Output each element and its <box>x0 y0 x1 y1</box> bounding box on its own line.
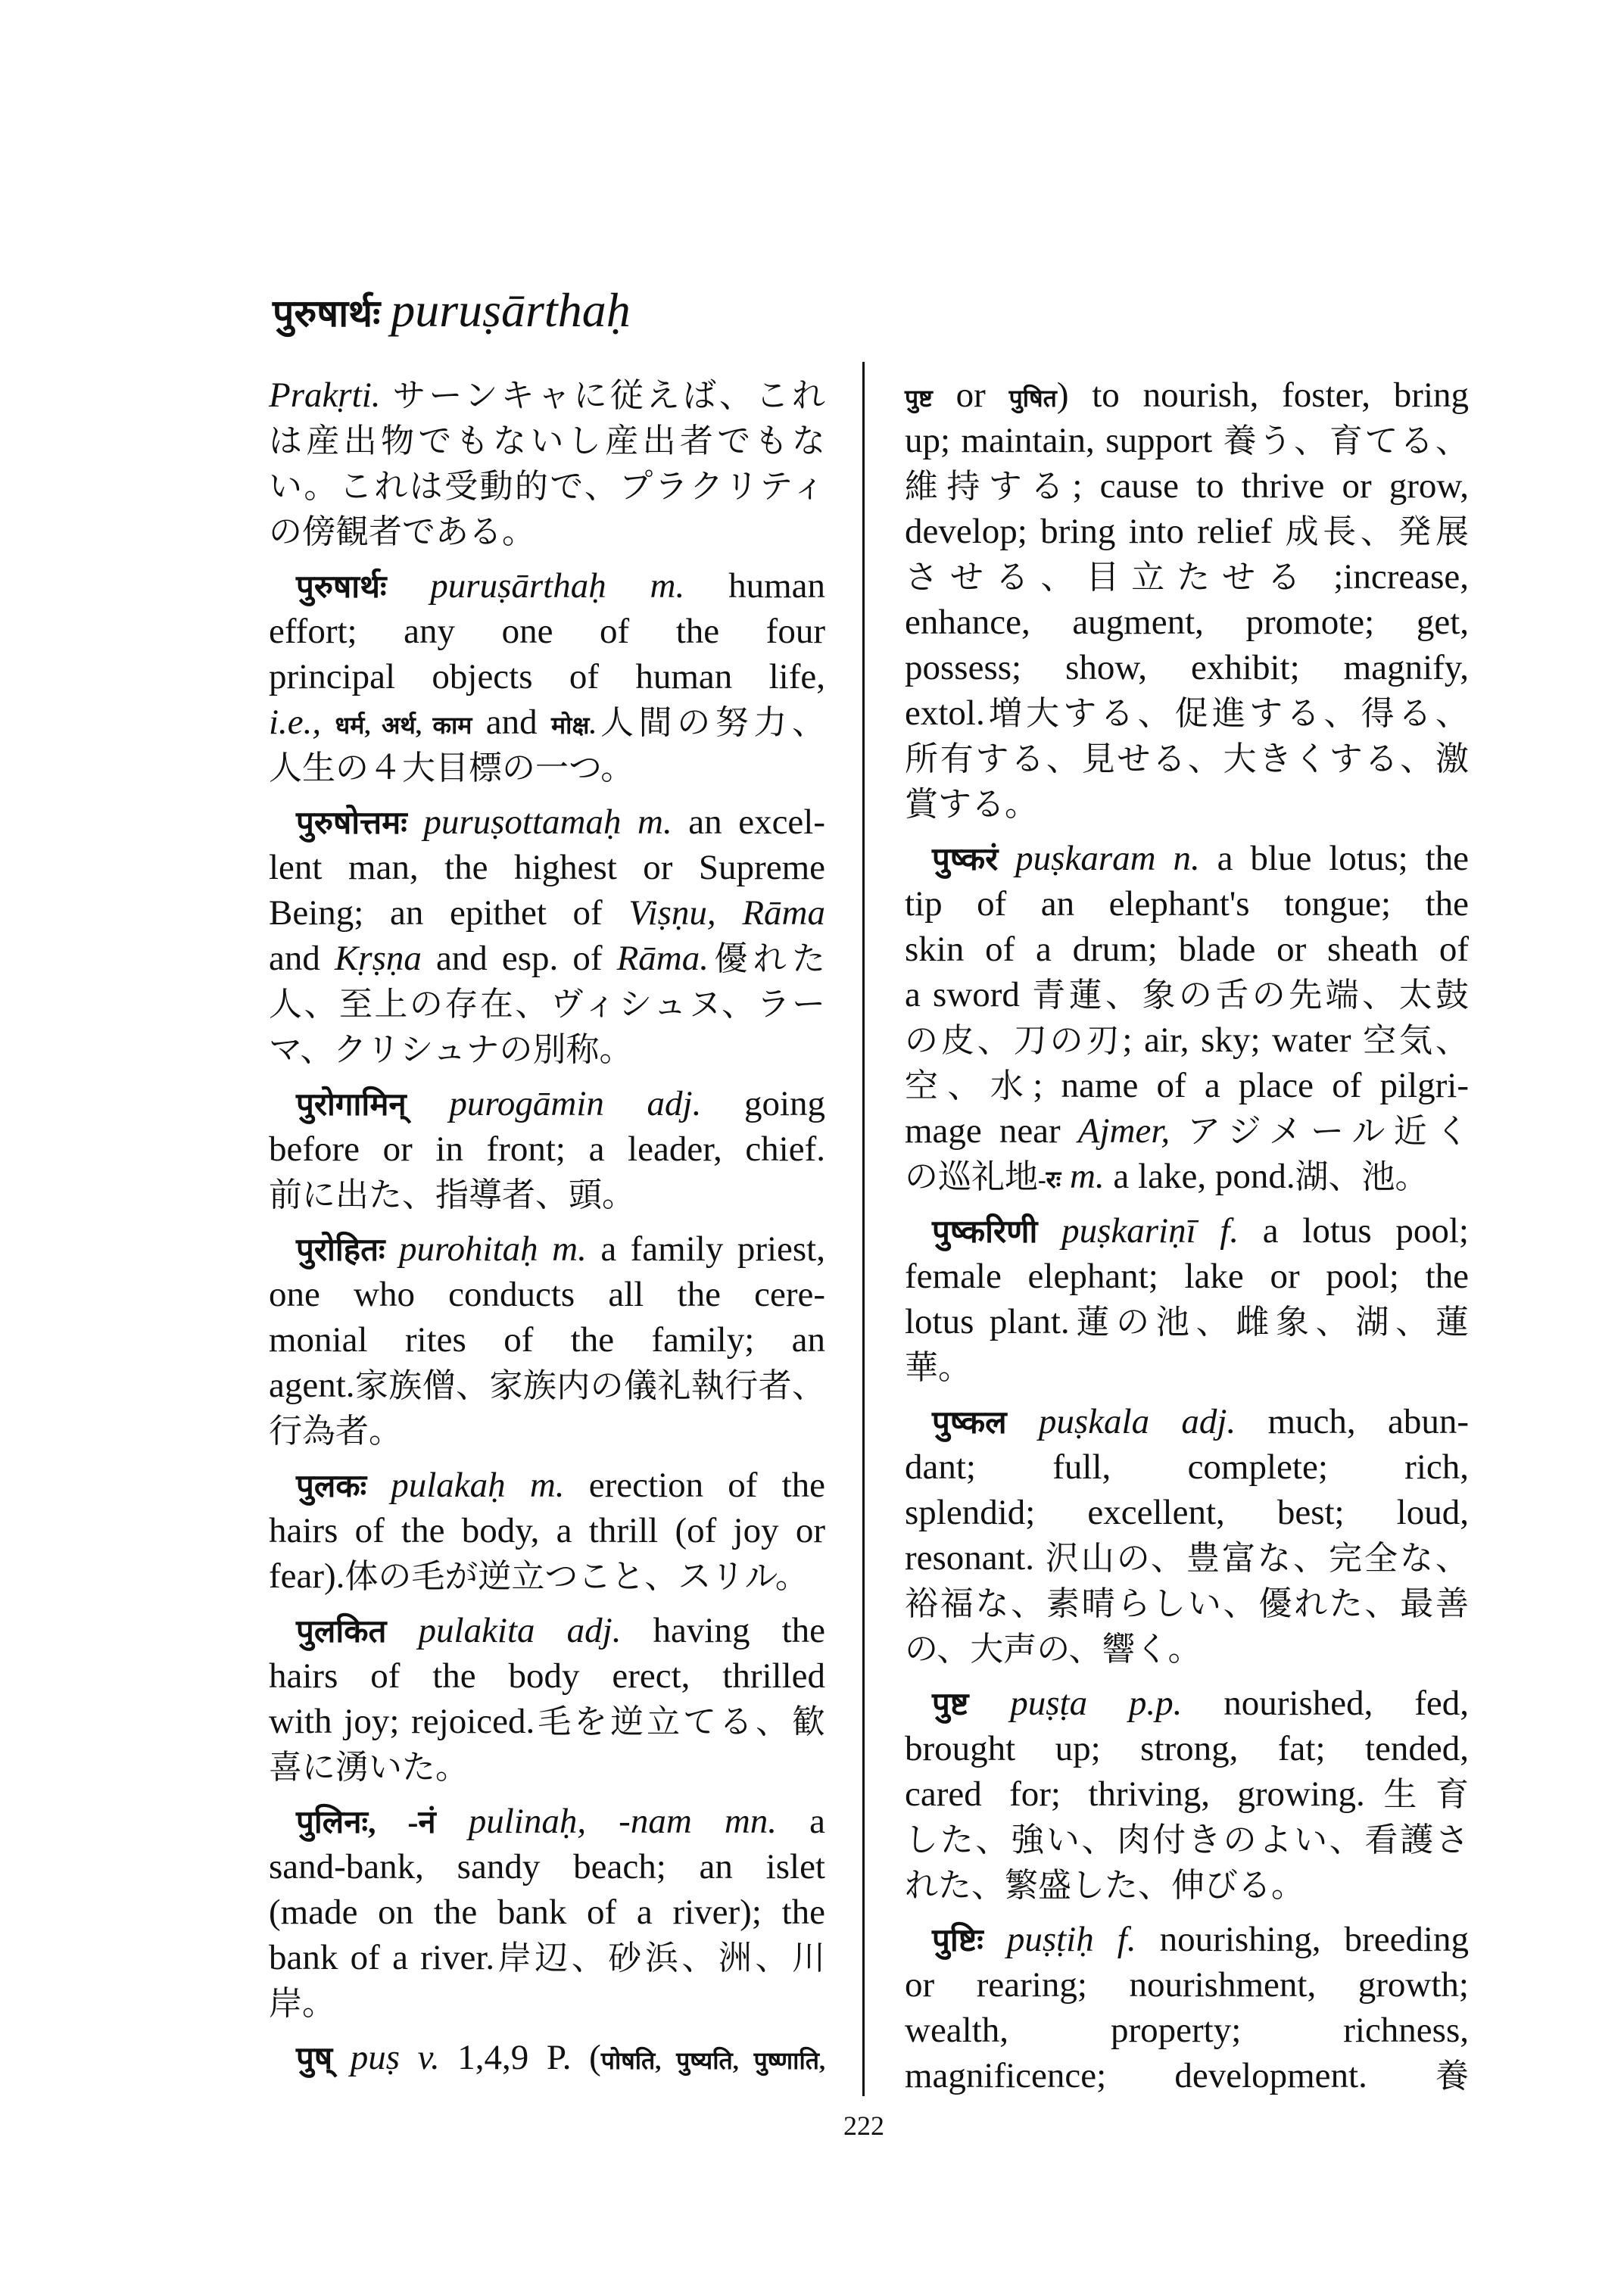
text-line <box>269 1408 825 1453</box>
dictionary-entry <box>905 1399 1469 1671</box>
japanese-gloss: アジメール近く <box>1187 1113 1470 1150</box>
text-line <box>905 1108 1469 1154</box>
text-line <box>269 1463 825 1508</box>
english-text: lotus plant. <box>905 1302 1070 1341</box>
text-line <box>905 463 1469 509</box>
text-line <box>905 927 1469 972</box>
text-line <box>905 1490 1469 1535</box>
english-text: and <box>269 939 335 978</box>
dictionary-entry <box>905 1208 1469 1390</box>
italic-text: pulakaḥ m. <box>366 1466 565 1505</box>
dictionary-entry <box>905 1917 1469 2098</box>
text-line <box>905 372 1469 418</box>
devanagari-text: पुषित <box>1008 385 1057 412</box>
dictionary-entry <box>269 799 825 1072</box>
english-text: ) to nourish, foster, bring <box>1056 375 1469 415</box>
header-headword: पुरुषार्थः <box>273 292 381 335</box>
english-text: having the <box>621 1611 825 1650</box>
headword: पुरोगामिन् <box>296 1088 407 1123</box>
dictionary-entry <box>269 563 825 790</box>
dictionary-entry <box>905 1681 1469 1908</box>
english-text: mage near <box>905 1111 1078 1151</box>
english-text: or rearing; nourishment, growth; <box>905 1965 1469 2005</box>
right-column <box>905 372 1469 2098</box>
text-line <box>905 1862 1469 1908</box>
text-line <box>905 645 1469 690</box>
text-line <box>905 1254 1469 1299</box>
english-text: extol. <box>905 693 985 733</box>
english-text: a blue lotus; the <box>1199 839 1469 878</box>
text-line <box>269 1553 825 1599</box>
japanese-gloss: 沢山の、豊富な、完全な、 <box>1045 1540 1469 1577</box>
english-text: hairs of the body erect, thrilled <box>269 1656 825 1696</box>
japanese-gloss: 岸辺、砂浜、洲、川 <box>494 1939 825 1977</box>
italic-text: Ajmer, <box>1077 1111 1188 1151</box>
text-line <box>269 1317 825 1363</box>
english-text: up; maintain, support <box>905 421 1223 460</box>
column-divider <box>862 362 865 2096</box>
text-line <box>905 972 1469 1017</box>
english-text: nourished, fed, <box>1182 1684 1469 1723</box>
text-line <box>269 1699 825 1744</box>
english-text: ; cause to thrive or grow, <box>1072 466 1470 506</box>
italic-text: purogāmin adj. <box>406 1084 702 1123</box>
headword: पुलकः <box>296 1469 367 1504</box>
text-line <box>905 1017 1469 1063</box>
text-line <box>905 1962 1469 2008</box>
italic-text: i.e., <box>269 703 335 742</box>
text-line <box>269 1226 825 1272</box>
english-text: human <box>684 566 826 606</box>
dictionary-entry <box>269 1463 825 1599</box>
text-line <box>269 1172 825 1217</box>
headword: पुष्कल <box>932 1406 1007 1441</box>
english-text: possess; show, exhibit; magnify, <box>905 648 1469 687</box>
english-text: or <box>932 375 1009 415</box>
text-line <box>269 845 825 890</box>
text-line <box>269 1272 825 1317</box>
text-line <box>905 690 1469 736</box>
english-text: fear). <box>269 1556 345 1596</box>
text-line <box>269 654 825 699</box>
text-line <box>269 1799 825 1844</box>
text-line <box>269 1890 825 1935</box>
page-header <box>273 279 631 342</box>
japanese-gloss: 湖、池。 <box>1295 1158 1429 1195</box>
text-line <box>905 1399 1469 1444</box>
english-text: with joy; rejoiced. <box>269 1702 535 1741</box>
text-line <box>905 2053 1469 2098</box>
text-line <box>269 1935 825 1980</box>
japanese-gloss: い。これは受動的で、プラクリティ <box>269 468 825 505</box>
japanese-gloss: の巡礼地 <box>905 1158 1038 1195</box>
english-text: wealth, property; richness, <box>905 2011 1469 2050</box>
japanese-gloss: させる、目立たせる <box>905 559 1313 596</box>
english-text: sand-bank, sandy beach; an islet <box>269 1847 825 1886</box>
text-line <box>269 1126 825 1172</box>
text-line <box>269 1508 825 1553</box>
italic-text: pulinaḥ, -nam mn. <box>435 1802 778 1841</box>
devanagari-text: -रः <box>1038 1166 1061 1193</box>
japanese-gloss: 人、至上の存在、ヴィシュヌ、ラー <box>269 986 825 1023</box>
english-text: a lotus pool; <box>1239 1211 1469 1251</box>
dictionary-entry <box>905 372 1469 827</box>
japanese-gloss: 人間の努力、 <box>595 704 826 741</box>
italic-text: Prakṛti. <box>269 375 393 415</box>
english-text: erection of the <box>564 1466 825 1505</box>
headword: पुरुषोत्तमः <box>296 806 407 841</box>
english-text: hairs of the body, a thrill (of joy or <box>269 1511 825 1550</box>
japanese-gloss: サーンキャに従えば、これ <box>392 377 825 414</box>
text-line <box>269 1980 825 2026</box>
text-line <box>269 418 825 463</box>
japanese-gloss: 成長、発展 <box>1285 513 1469 550</box>
text-line <box>905 1535 1469 1581</box>
text-line <box>269 1027 825 1072</box>
text-line <box>269 981 825 1027</box>
text-line <box>269 699 825 745</box>
text-line <box>905 1771 1469 1817</box>
english-text: develop; bring into relief <box>905 512 1286 551</box>
headword: पुरोहितः <box>296 1233 385 1268</box>
text-line <box>269 509 825 554</box>
italic-text: puruṣārthaḥ m. <box>386 566 685 606</box>
japanese-gloss: 生育 <box>1364 1776 1470 1813</box>
text-line <box>905 600 1469 645</box>
japanese-gloss: 優れた <box>709 940 825 977</box>
text-line <box>905 509 1469 554</box>
english-text: tip of an elephant's tongue; the <box>905 884 1469 924</box>
italic-text: pulakita adj. <box>386 1611 622 1650</box>
text-line <box>905 554 1469 600</box>
japanese-gloss: 増大する、促進する、得る、 <box>984 695 1469 732</box>
english-text: a family priest, <box>586 1229 825 1269</box>
text-line <box>905 781 1469 827</box>
japanese-gloss: の、大声の、響く。 <box>905 1631 1202 1668</box>
japanese-gloss: 空、水 <box>905 1067 1033 1104</box>
english-text: female elephant; lake or pool; the <box>905 1257 1469 1296</box>
text-line <box>269 1363 825 1408</box>
english-text: one who conducts all the cere- <box>269 1275 825 1314</box>
devanagari-text: पोषति, पुष्यति, पुष्णाति, <box>600 2047 825 2074</box>
dictionary-entry <box>269 2035 825 2080</box>
devanagari-text: पुष्ट <box>905 385 933 412</box>
english-text: ;increase, <box>1312 557 1469 597</box>
text-line <box>905 1726 1469 1771</box>
japanese-gloss: 養 <box>1435 2058 1469 2095</box>
english-text: a <box>777 1802 825 1841</box>
english-text: and <box>472 703 552 742</box>
headword: पुष्टिः <box>932 1924 983 1958</box>
text-line <box>269 372 825 418</box>
dictionary-entry <box>269 1608 825 1790</box>
english-text: lent man, the highest or Supreme <box>269 848 825 887</box>
english-text: principal objects of human life, <box>269 657 825 696</box>
text-line <box>905 1344 1469 1390</box>
devanagari-text: धर्म, अर्थ, काम <box>335 712 472 739</box>
japanese-gloss: マ、クリシュナの別称。 <box>269 1031 633 1068</box>
japanese-gloss: 行為者。 <box>269 1413 402 1450</box>
english-text: (made on the bank of a river); the <box>269 1893 825 1932</box>
devanagari-text: मोक्ष. <box>551 712 596 739</box>
dictionary-entry <box>269 372 825 554</box>
english-text: ; air, sky; water <box>1122 1020 1364 1060</box>
dictionary-entry <box>269 1226 825 1453</box>
headword: पुष्करिणी <box>932 1215 1038 1250</box>
text-line <box>905 1917 1469 1962</box>
english-text: a sword <box>905 975 1033 1014</box>
italic-text: Rāma. <box>616 939 709 978</box>
japanese-gloss: した、強い、肉付きのよい、看護さ <box>905 1821 1469 1858</box>
japanese-gloss: 養う、育てる、 <box>1223 422 1470 460</box>
text-line <box>905 836 1469 881</box>
english-text: monial rites of the family; an <box>269 1320 825 1360</box>
japanese-gloss: 維持する <box>905 468 1073 505</box>
english-text: going <box>701 1084 825 1123</box>
japanese-gloss: れた、繁盛した、伸びる。 <box>905 1867 1304 1904</box>
japanese-gloss: 青蓮、象の舌の先端、太鼓 <box>1032 977 1470 1014</box>
headword: पुष्ट <box>932 1687 969 1722</box>
japanese-gloss: の傍観者である。 <box>269 513 535 550</box>
english-text: skin of a drum; blade or sheath of <box>905 930 1469 969</box>
english-text: ; name of a place of pilgri- <box>1033 1066 1469 1105</box>
japanese-gloss: 前に出た、指導者、頭。 <box>269 1176 635 1213</box>
text-line <box>269 745 825 790</box>
japanese-gloss: 岸。 <box>269 1985 335 2022</box>
japanese-gloss: 賞する。 <box>905 786 1038 823</box>
japanese-gloss: 人生の４大目標の一つ。 <box>269 749 634 787</box>
english-text: an excel- <box>672 802 825 842</box>
italic-text: puṣ v. <box>332 2038 440 2077</box>
japanese-gloss: 所有する、見せる、大きくする、激 <box>905 740 1469 777</box>
text-line <box>269 1608 825 1653</box>
english-text: a lake, pond. <box>1104 1157 1295 1196</box>
english-text: magnificence; development. <box>905 2056 1435 2095</box>
text-line <box>905 1444 1469 1490</box>
italic-text: Viṣṇu, Rāma <box>628 893 825 933</box>
japanese-gloss: の皮、刀の刃 <box>905 1022 1123 1059</box>
japanese-gloss: 毛を逆立てる、歓 <box>535 1703 825 1740</box>
italic-text: puṣkariṇī f. <box>1037 1211 1239 1251</box>
english-text: resonant. <box>905 1538 1046 1578</box>
japanese-gloss: 家族僧、家族内の儀礼執行者、 <box>354 1367 825 1404</box>
headword: पुष्करं <box>932 843 999 877</box>
page-number: 222 <box>843 2111 884 2141</box>
english-text: nourishing, breeding <box>1136 1920 1469 1959</box>
italic-text: puṣṭa p.p. <box>968 1684 1183 1723</box>
text-line <box>905 1208 1469 1254</box>
text-line <box>269 1744 825 1790</box>
dictionary-entry <box>269 1799 825 2026</box>
italic-text: puṣkaram n. <box>998 839 1200 878</box>
text-line <box>905 1063 1469 1108</box>
text-line <box>905 418 1469 463</box>
japanese-gloss: は産出物でもないし産出者でもな <box>269 422 825 460</box>
english-text: enhance, augment, promote; get, <box>905 603 1469 642</box>
japanese-gloss: 喜に湧いた。 <box>269 1749 469 1786</box>
dictionary-entry <box>269 1081 825 1217</box>
text-line <box>269 1081 825 1126</box>
text-line <box>269 563 825 609</box>
japanese-gloss: 体の毛が逆立つこと、スリル。 <box>344 1558 809 1595</box>
english-text: and esp. of <box>421 939 617 978</box>
english-text: before or in front; a leader, chief. <box>269 1129 825 1169</box>
text-line <box>905 1581 1469 1626</box>
japanese-gloss: 裕福な、素晴らしい、優れた、最善 <box>905 1585 1469 1622</box>
text-line <box>269 799 825 845</box>
text-line <box>905 736 1469 781</box>
text-line <box>269 1844 825 1890</box>
english-text: effort; any one of the four <box>269 612 825 651</box>
text-line <box>905 1817 1469 1862</box>
header-transliteration: puruṣārthaḥ <box>391 283 631 337</box>
text-line <box>269 890 825 936</box>
headword: पुलकित <box>296 1615 387 1650</box>
japanese-gloss: 蓮の池、雌象、湖、蓮 <box>1069 1304 1469 1341</box>
english-text: dant; full, complete; rich, <box>905 1447 1469 1487</box>
english-text: much, abun- <box>1236 1402 1469 1441</box>
left-column <box>269 372 825 2080</box>
english-text: splendid; excellent, best; loud, <box>905 1493 1469 1532</box>
headword: पुलिनः, -नं <box>296 1805 436 1840</box>
dictionary-entry <box>905 836 1469 1199</box>
italic-text: puṣkala adj. <box>1006 1402 1236 1441</box>
english-text: 1,4,9 P. ( <box>439 2038 601 2077</box>
english-text: Being; an epithet of <box>269 893 629 933</box>
text-line <box>905 1154 1469 1199</box>
italic-text: m. <box>1061 1157 1105 1196</box>
english-text: bank of a river. <box>269 1938 495 1977</box>
text-line <box>905 1626 1469 1671</box>
text-line <box>905 881 1469 927</box>
italic-text: purohitaḥ m. <box>385 1229 587 1269</box>
text-line <box>905 1299 1469 1344</box>
headword: पुरुषार्थः <box>296 570 387 605</box>
english-text: cared for; thriving, growing. <box>905 1774 1365 1814</box>
headword: पुष् <box>296 2042 333 2076</box>
text-line <box>269 936 825 981</box>
text-line <box>269 609 825 654</box>
italic-text: Kṛṣṇa <box>334 939 422 978</box>
english-text: brought up; strong, fat; tended, <box>905 1729 1469 1768</box>
text-line <box>269 1653 825 1699</box>
english-text: agent. <box>269 1366 355 1405</box>
text-line <box>269 463 825 509</box>
text-line <box>905 1681 1469 1726</box>
italic-text: puruṣottamaḥ m. <box>407 802 672 842</box>
text-line <box>905 2008 1469 2053</box>
text-line <box>269 2035 825 2080</box>
japanese-gloss: 華。 <box>905 1349 971 1386</box>
italic-text: puṣṭiḥ f. <box>983 1920 1136 1959</box>
japanese-gloss: 空気、 <box>1363 1022 1469 1059</box>
